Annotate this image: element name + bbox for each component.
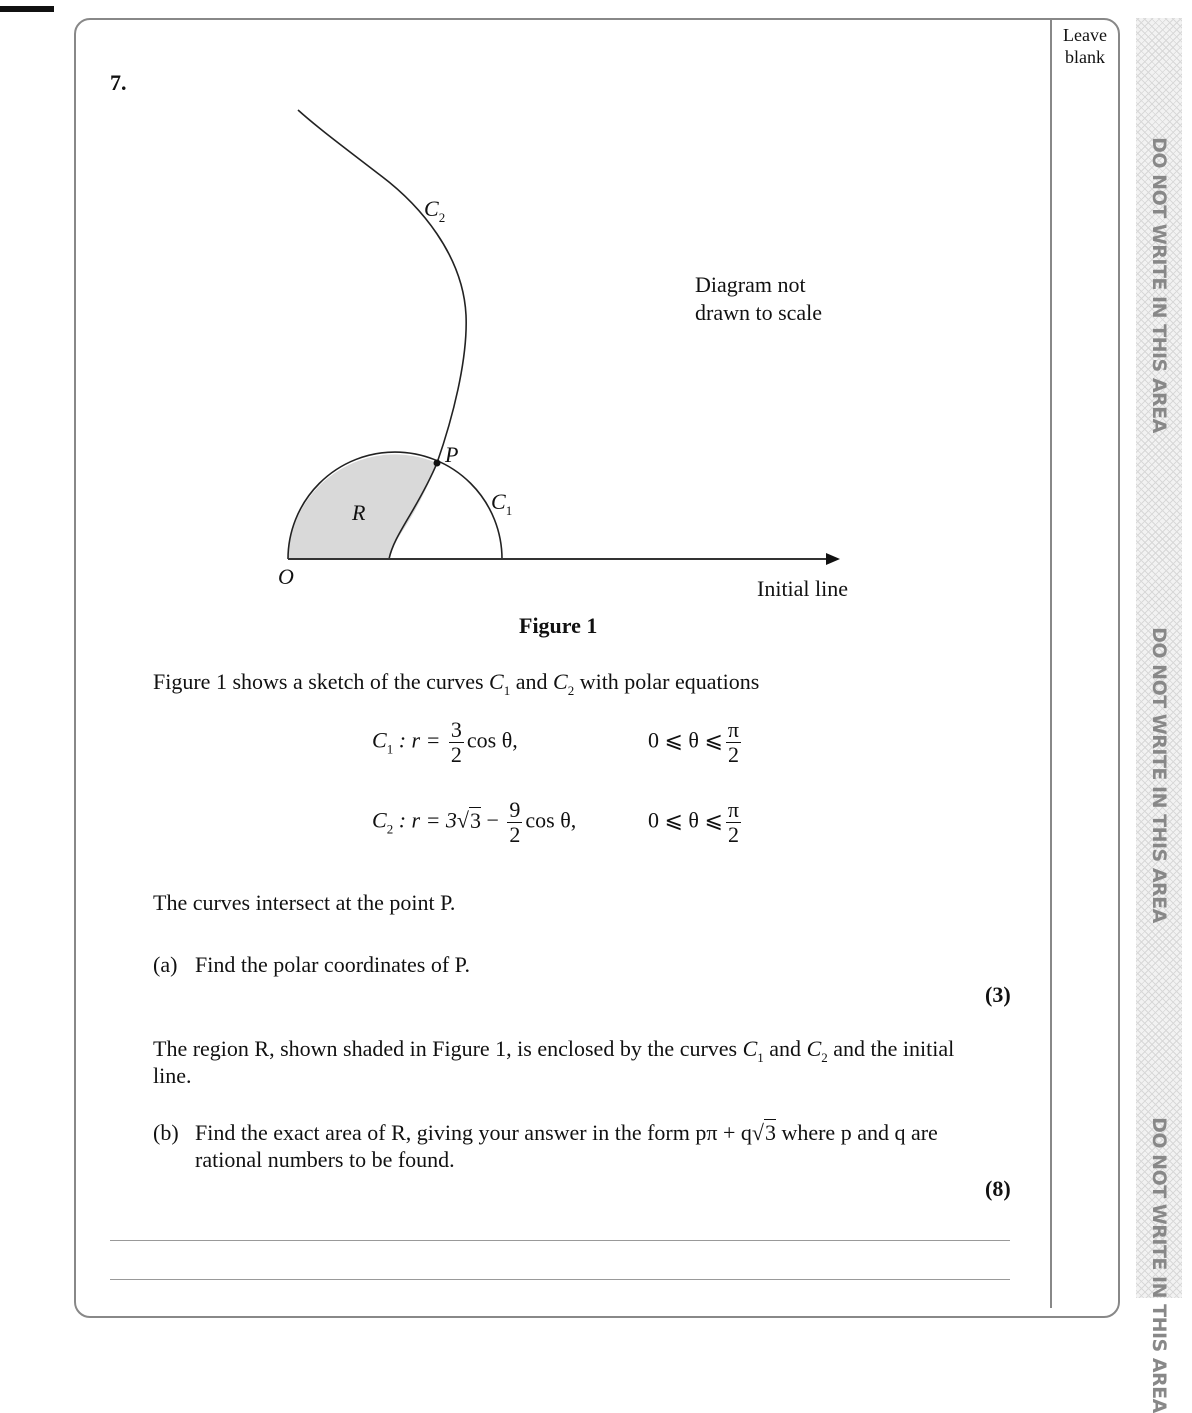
label-o: O — [278, 564, 294, 589]
figure-caption: Figure 1 — [519, 613, 598, 638]
blank-text: blank — [1065, 47, 1105, 67]
equation-c1: $C_1$ : r = $\frac{3}{2}$ cos θ, — [372, 717, 518, 767]
leave-text: Leave — [1063, 25, 1107, 45]
intersect-text: The curves intersect at the point P. — [153, 890, 456, 915]
part-a-label: (a) — [153, 952, 178, 977]
figure-diagram — [0, 0, 1000, 620]
arrowhead-icon — [826, 553, 840, 565]
do-not-write-label: DO NOT WRITE IN THIS AREA — [1148, 137, 1170, 433]
point-p — [434, 460, 441, 467]
region-text: The region R, shown shaded in Figure 1, is enclosed by the curves $C_1$ and $C_2$ and the initial — [153, 1036, 955, 1065]
initial-line-label: Initial line — [757, 576, 849, 601]
part-a-marks: (3) — [985, 982, 1011, 1007]
answer-line[interactable] — [110, 1240, 1010, 1241]
part-b-text-line2: rational numbers to be found. — [195, 1147, 455, 1172]
range-c2: 0 ⩽ θ ⩽ $\frac{\pi}{2}$ — [648, 797, 740, 847]
question-number: 7. — [110, 70, 127, 95]
part-b-label: (b) — [153, 1120, 179, 1145]
leave-blank-label — [1056, 24, 1114, 68]
part-a-text: Find the polar coordinates of P. — [195, 952, 470, 977]
do-not-write-label: DO NOT WRITE IN THIS AREA — [1148, 1117, 1170, 1413]
do-not-write-label: DO NOT WRITE IN THIS AREA — [1148, 627, 1170, 923]
intro-text: Figure 1 shows a sketch of the curves $C_1$ and $C_2$ with polar equations — [153, 669, 760, 698]
part-b-marks: (8) — [985, 1176, 1011, 1201]
range-c1: 0 ⩽ θ ⩽ $\frac{\pi}{2}$ — [648, 717, 740, 767]
label-p: P — [445, 442, 459, 467]
scale-note: Diagram not drawn to scale — [695, 272, 823, 325]
label-r: R — [352, 500, 366, 525]
region-text-line2: line. — [153, 1063, 192, 1088]
part-b-text: Find the exact area of R, giving your answer in the form pπ + q√3 where p and q are — [195, 1120, 938, 1145]
leave-blank-divider — [1050, 18, 1052, 1308]
equation-c2: $C_2$ : r = 3√3 − $\frac{9}{2}$ cos θ, — [372, 797, 577, 847]
label-c2: $C_2$ — [424, 196, 446, 225]
answer-line[interactable] — [110, 1279, 1010, 1280]
label-c1: $C_1$ — [491, 489, 513, 518]
